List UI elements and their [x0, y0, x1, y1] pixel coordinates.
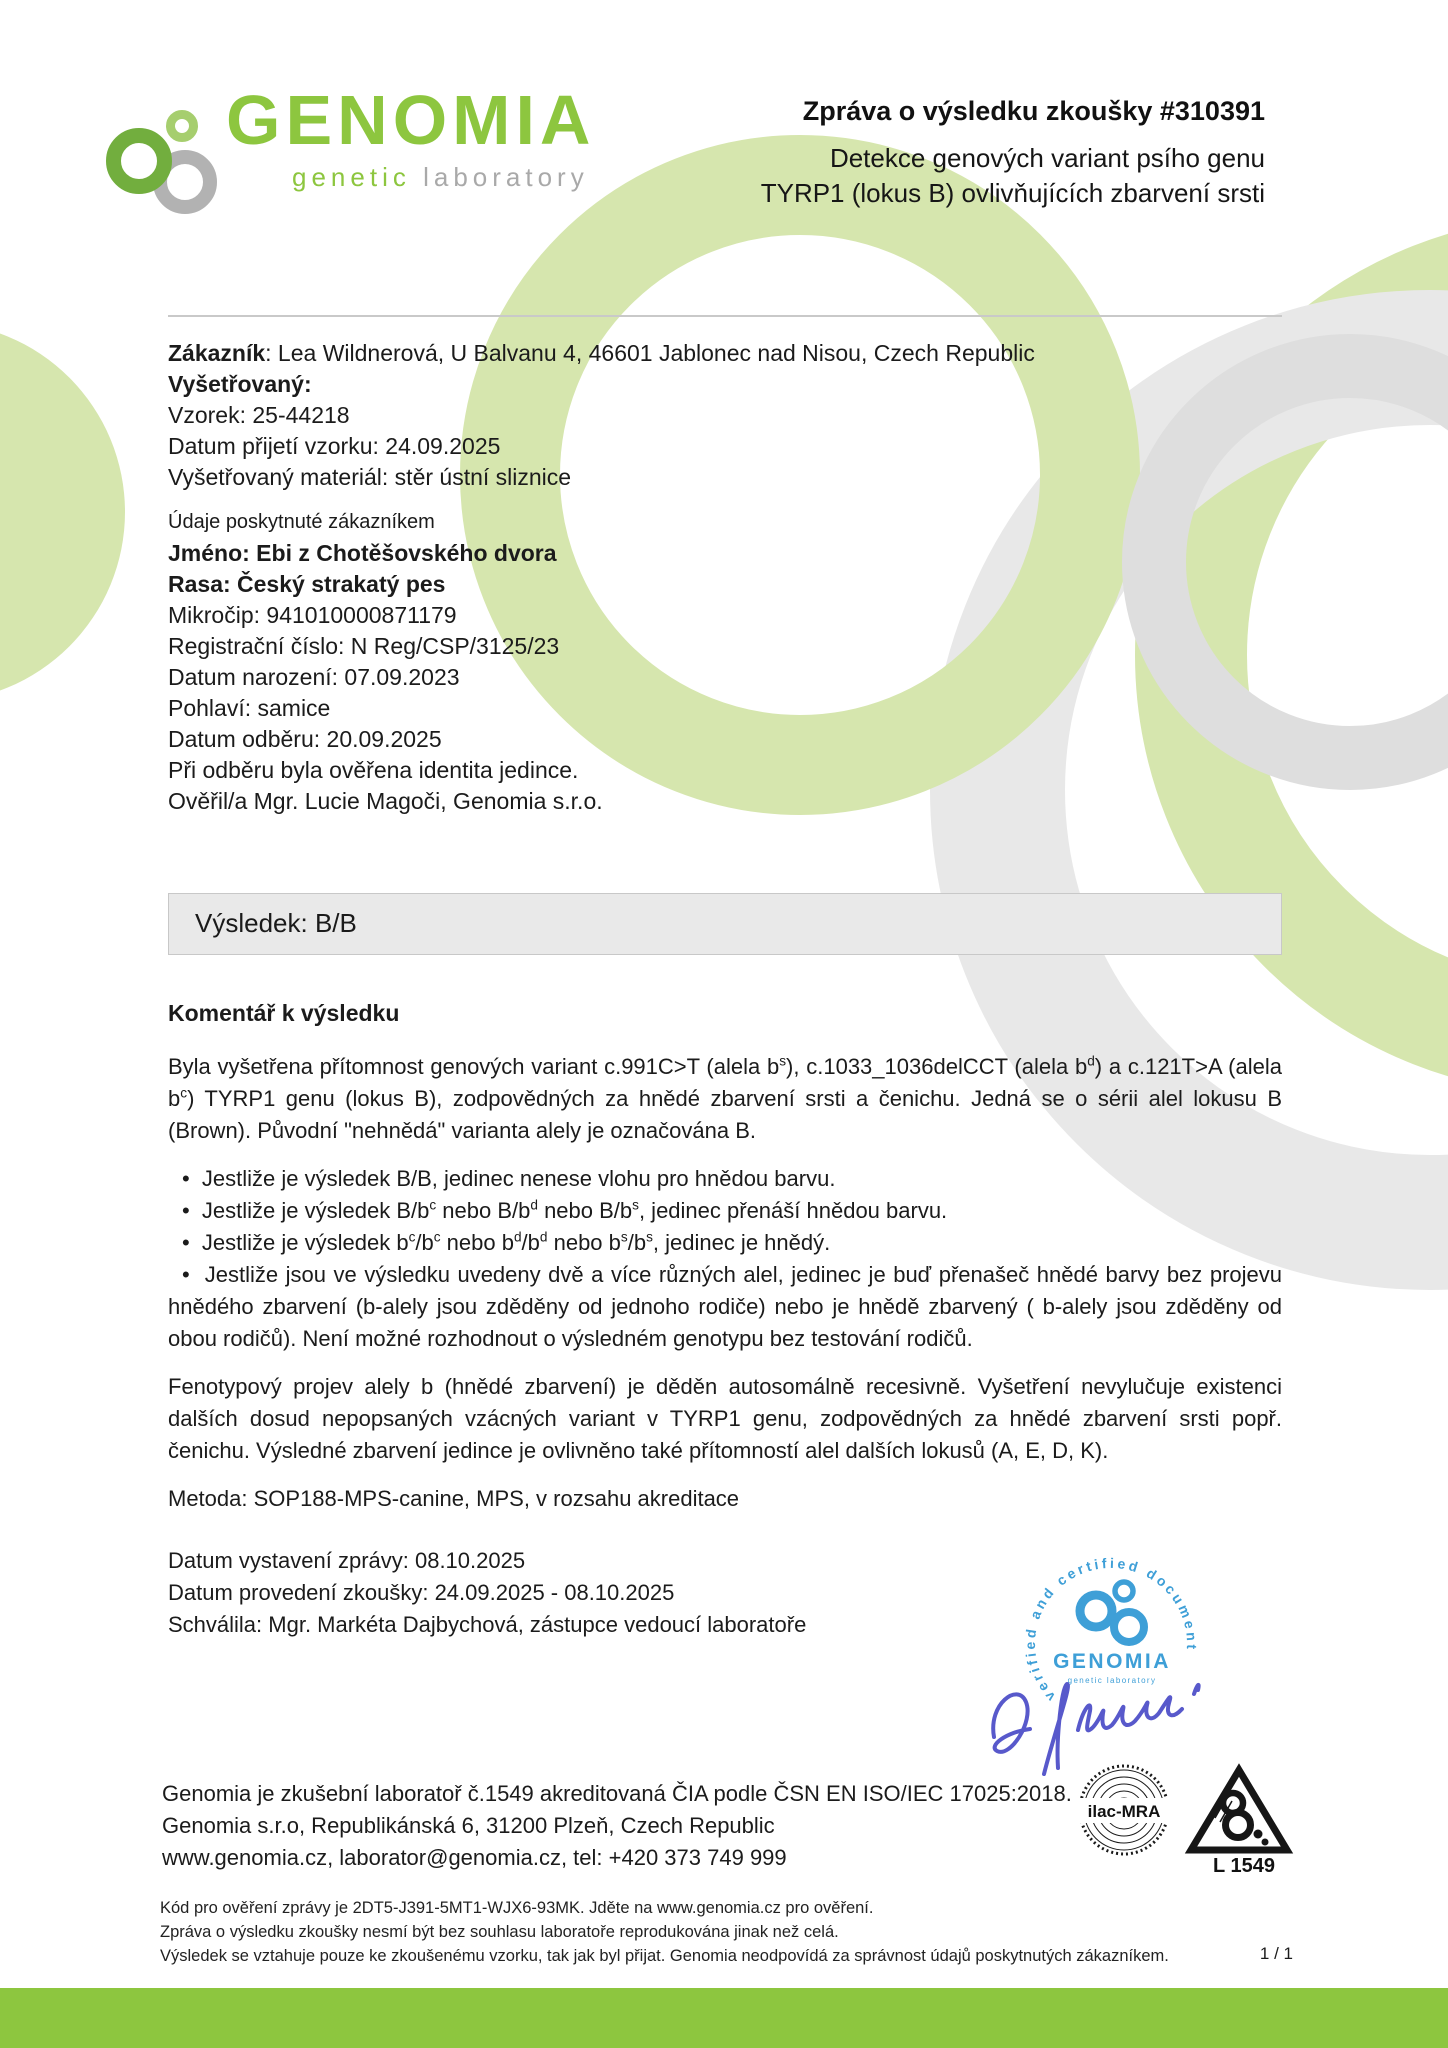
- identity-verified-by: Ověřil/a Mgr. Lucie Magoči, Genomia s.r.o.: [168, 788, 603, 814]
- header-divider: [168, 315, 1282, 317]
- logo-circle-green-icon: [106, 128, 172, 194]
- ilac-mra-label: ilac-MRA: [1087, 1802, 1161, 1821]
- footer-accreditation-note: Genomia je zkušební laboratoř č.1549 akreditovaná ČIA podle ČSN EN ISO/IEC 17025:2018.: [162, 1781, 1072, 1806]
- comment-paragraph-1: Byla vyšetřena přítomnost genových variant c.991C>T (alela $b^s$), c.1033_1036delCCT (alela $b^d$) a c.121T>A (alela $b^c$) TYRP1 genu (lokus B), zodpovědných za hnědé zbarvení srsti a čenichu. Jedná se o sérii alel lokusu B (Brown). Původní "nehnědá" varianta alely je označována B.: [168, 1053, 1282, 1143]
- sample-number: Vzorek: 25-44218: [168, 402, 350, 428]
- logo-brand-text: GENOMIA: [226, 81, 596, 159]
- bullet-item: • Jestliže je výsledek $B/b^c$ nebo $B/b^d$ nebo $B/b^s$, jedinec přenáší hnědou barvu.: [182, 1197, 948, 1223]
- lab-footer: [162, 1778, 1072, 1874]
- animal-microchip: Mikročip: 941010000871179: [168, 602, 457, 628]
- bullet-item: • Jestliže je výsledek $b^c/b^c$ nebo $b^d/b^d$ nebo $b^s/b^s$, jedinec je hnědý.: [182, 1229, 831, 1255]
- result-box: [168, 893, 1282, 955]
- animal-registration: Registrační číslo: N Reg/CSP/3125/23: [168, 633, 560, 659]
- customer-info-section: [168, 338, 1282, 817]
- logo-tagline: [292, 162, 589, 193]
- examined-label: Vyšetřovaný:: [168, 371, 312, 397]
- animal-birth-date: Datum narození: 07.09.2023: [168, 664, 460, 690]
- customer-label: Zákazník: [168, 340, 266, 366]
- decor-circle-green-left: [0, 322, 125, 702]
- verify-code-line: Kód pro ověření zprávy je 2DT5-J391-5MT1-WJX6-93MK. Jděte na www.genomia.cz pro ověření.: [160, 1899, 874, 1917]
- sample-received-date: Datum přijetí vzorku: 24.09.2025: [168, 433, 501, 459]
- footer-smallprint: [160, 1896, 1310, 1968]
- logo-tagline-genetic: genetic: [292, 162, 411, 192]
- examined-material: Vyšetřovaný materiál: stěr ústní sliznice: [168, 464, 572, 490]
- logo-tagline-laboratory: laboratory: [423, 162, 589, 192]
- issue-date: Datum vystavení zprávy: 08.10.2025: [168, 1548, 526, 1573]
- approved-by: Schválila: Mgr. Markéta Dajbychová, zástupce vedoucí laboratoře: [168, 1612, 807, 1637]
- stamp-tagline-text: genetic laboratory: [1067, 1676, 1157, 1685]
- report-title: Zpráva o výsledku zkoušky #310391: [802, 96, 1265, 126]
- bottom-green-bar: [0, 1988, 1448, 2048]
- comment-paragraph-2: Fenotypový projev alely b (hnědé zbarvení) je děděn autosomálně recesivně. Vyšetření nevylučuje existenci dalších dosud nepopsaných vzácných variant v TYRP1 genu, zodpovědných za hnědé zbarvení srsti popř. čenichu. Výsledné zbarvení jedince je ovlivněno také přítomností alel dalších lokusů (A, E, D, K).: [168, 1374, 1282, 1463]
- footer-contact: www.genomia.cz, laborator@genomia.cz, tel: +420 373 749 999: [162, 1845, 787, 1870]
- bullet-item: • Jestliže jsou ve výsledku uvedeny dvě a více různých alel, jedinec je buď přenašeč hnědé barvy bez projevu hnědého zbarvení (b-alely jsou zděděny od jednoho rodiče) nebo je hnědě zbarvený ( b-alely jsou zděděny od obou rodičů). Není možné rozhodnout o výsledném genotypu bez testování rodičů.: [168, 1262, 1282, 1351]
- method-line: Metoda: SOP188-MPS-canine, MPS, v rozsahu akreditace: [168, 1486, 740, 1511]
- footer-address: Genomia s.r.o, Republikánská 6, 31200 Plzeň, Czech Republic: [162, 1813, 775, 1838]
- subject-data-heading: Údaje poskytnuté zákazníkem: [168, 511, 435, 533]
- accreditation-marks: [1076, 1762, 1294, 1874]
- customer-line: [168, 338, 1282, 369]
- test-period: Datum provedení zkoušky: 24.09.2025 - 08.10.2025: [168, 1580, 675, 1605]
- signature: [993, 1684, 1198, 1774]
- logo-circle-small-icon: [166, 110, 198, 142]
- result-text: Výsledek: B/B: [195, 908, 357, 938]
- liability-note-line: Výsledek se vztahuje pouze ke zkoušenému vzorku, tak jak byl přijat. Genomia neodpovídá za správnost údajů poskytnutých zákazníkem.: [160, 1947, 1169, 1965]
- report-subtitle-line2: TYRP1 (lokus B) ovlivňujících zbarvení srsti: [760, 178, 1265, 208]
- comment-bullet-list: [168, 1163, 1282, 1355]
- cia-accreditation-mark-icon: [1184, 1762, 1294, 1874]
- stamp-brand-text: GENOMIA: [1053, 1650, 1171, 1673]
- cia-lab-number: L 1549: [1213, 1855, 1276, 1874]
- stamp-circular-text: verified and certified document: [1021, 1554, 1201, 1705]
- report-subtitle-line1: Detekce genových variant psího genu: [829, 143, 1265, 173]
- reproduction-note-line: Zpráva o výsledku zkoušky nesmí být bez souhlasu laboratoře reprodukována jinak než celá.: [160, 1923, 839, 1941]
- animal-sex: Pohlaví: samice: [168, 695, 331, 721]
- page-number: 1 / 1: [1259, 1944, 1293, 1963]
- certification-stamp: [986, 1532, 1238, 1794]
- animal-name: Jméno: Ebi z Chotěšovského dvora: [168, 540, 557, 566]
- report-subtitle: [761, 141, 1265, 211]
- stamp-logo-circles-icon: [1080, 1582, 1144, 1642]
- comment-heading: Komentář k výsledku: [168, 1000, 400, 1026]
- report-header: [761, 96, 1265, 211]
- bullet-item: • Jestliže je výsledek B/B, jedinec nenese vlohu pro hnědou barvu.: [182, 1166, 836, 1191]
- identity-note: Při odběru byla ověřena identita jedince.: [168, 757, 579, 783]
- customer-details: : Lea Wildnerová, U Balvanu 4, 46601 Jablonec nad Nisou, Czech Republic: [265, 340, 1035, 366]
- collection-date: Datum odběru: 20.09.2025: [168, 726, 442, 752]
- animal-breed: Rasa: Český strakatý pes: [168, 571, 446, 597]
- ilac-mra-mark-icon: [1076, 1762, 1172, 1858]
